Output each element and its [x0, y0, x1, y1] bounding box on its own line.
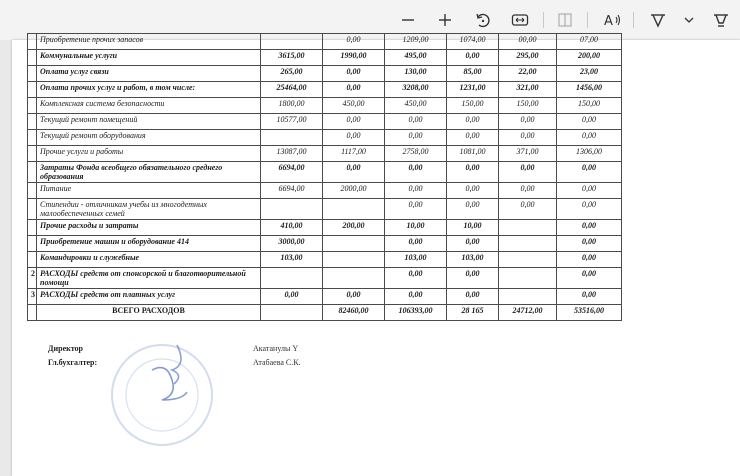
table-row — [28, 289, 622, 305]
row-value: 0,00 — [447, 199, 499, 220]
row-value: 0,00 — [323, 130, 385, 146]
row-value: 6694,00 — [261, 162, 323, 183]
total-value — [261, 305, 323, 321]
row-index — [28, 98, 37, 114]
row-value: 0,00 — [447, 114, 499, 130]
row-value: 6694,00 — [261, 183, 323, 199]
row-index — [28, 236, 37, 252]
row-value — [499, 268, 557, 289]
table-row — [28, 236, 622, 252]
fit-width-button[interactable] — [507, 8, 533, 32]
row-label: Прочие услуги и работы — [37, 146, 261, 162]
table-row — [28, 220, 622, 236]
row-value: 0,00 — [447, 50, 499, 66]
row-value: 0,00 — [499, 162, 557, 183]
row-value: 0,00 — [447, 289, 499, 305]
table-row — [28, 268, 622, 289]
row-value: 0,00 — [557, 236, 622, 252]
row-value — [261, 199, 323, 220]
fit-width-icon — [511, 12, 529, 28]
row-value: 1231,00 — [447, 82, 499, 98]
row-value: 103,00 — [261, 252, 323, 268]
row-value — [261, 34, 323, 50]
row-value: 0,00 — [385, 289, 447, 305]
table-row — [28, 82, 622, 98]
table-row — [28, 199, 622, 220]
document-page — [12, 35, 740, 476]
row-label: РАСХОДЫ средств от спонсорской и благотворительной помощи — [37, 268, 261, 289]
row-value: 00,00 — [499, 34, 557, 50]
row-label: Командировки и служебные — [37, 252, 261, 268]
row-value: 0,00 — [557, 114, 622, 130]
row-index — [28, 50, 37, 66]
row-value — [499, 289, 557, 305]
row-value: 0,00 — [323, 289, 385, 305]
accountant-name: Атабаева С.К. — [253, 358, 301, 367]
highlight-icon — [712, 11, 730, 29]
read-aloud-button[interactable] — [600, 8, 626, 32]
table-row — [28, 146, 622, 162]
row-index — [28, 146, 37, 162]
row-value: 10,00 — [447, 220, 499, 236]
page-view-button[interactable] — [552, 8, 578, 32]
row-value — [323, 199, 385, 220]
row-value: 200,00 — [323, 220, 385, 236]
table-row — [28, 252, 622, 268]
row-index: 2 — [28, 268, 37, 289]
draw-button[interactable] — [645, 8, 671, 32]
row-index — [28, 305, 37, 321]
total-row — [28, 305, 622, 321]
row-value: 0,00 — [385, 199, 447, 220]
row-value: 0,00 — [557, 162, 622, 183]
rotate-button[interactable] — [470, 8, 496, 32]
row-index — [28, 34, 37, 50]
total-value: 82460,00 — [323, 305, 385, 321]
row-value: 0,00 — [499, 114, 557, 130]
row-value: 0,00 — [323, 162, 385, 183]
row-value: 07,00 — [557, 34, 622, 50]
zoom-out-button[interactable] — [395, 8, 421, 32]
row-value: 0,00 — [447, 236, 499, 252]
row-value: 1081,00 — [447, 146, 499, 162]
row-label: Оплата прочих услуг и работ, в том числе: — [37, 82, 261, 98]
row-value: 450,00 — [323, 98, 385, 114]
accountant-label: Гл.бухгалтер: — [48, 358, 98, 367]
row-value: 150,00 — [499, 98, 557, 114]
table-row — [28, 66, 622, 82]
table-row — [28, 50, 622, 66]
page-view-icon — [557, 12, 573, 28]
row-value: 85,00 — [447, 66, 499, 82]
draw-options-button[interactable] — [676, 8, 702, 32]
table-row — [28, 162, 622, 183]
director-name: Акатанулы Ү — [253, 344, 299, 353]
row-value: 0,00 — [447, 183, 499, 199]
row-value: 0,00 — [557, 183, 622, 199]
row-index — [28, 183, 37, 199]
total-value: 106393,00 — [385, 305, 447, 321]
row-value: 3208,00 — [385, 82, 447, 98]
row-value: 0,00 — [499, 130, 557, 146]
table-row — [28, 183, 622, 199]
row-index — [28, 199, 37, 220]
row-value: 0,00 — [557, 252, 622, 268]
row-value: 0,00 — [261, 289, 323, 305]
highlight-button[interactable] — [708, 8, 734, 32]
row-index — [28, 162, 37, 183]
row-value: 0,00 — [385, 268, 447, 289]
row-value — [499, 236, 557, 252]
zoom-in-button[interactable] — [432, 8, 458, 32]
official-stamp — [82, 340, 242, 450]
row-value — [323, 268, 385, 289]
row-value: 321,00 — [499, 82, 557, 98]
row-index — [28, 220, 37, 236]
chevron-down-icon — [683, 14, 695, 26]
row-value: 495,00 — [385, 50, 447, 66]
row-value: 450,00 — [385, 98, 447, 114]
row-value: 0,00 — [385, 162, 447, 183]
row-value: 3615,00 — [261, 50, 323, 66]
row-value: 0,00 — [557, 289, 622, 305]
table-row — [28, 114, 622, 130]
row-label: Прочие расходы и затраты — [37, 220, 261, 236]
row-label: Приобретение машин и оборудование 414 — [37, 236, 261, 252]
row-value: 1074,00 — [447, 34, 499, 50]
row-value: 0,00 — [499, 183, 557, 199]
row-value — [261, 268, 323, 289]
row-index — [28, 114, 37, 130]
row-value: 0,00 — [323, 66, 385, 82]
row-value: 0,00 — [385, 114, 447, 130]
row-value — [499, 220, 557, 236]
rotate-icon — [474, 11, 492, 29]
row-value: 23,00 — [557, 66, 622, 82]
draw-icon — [649, 11, 667, 29]
row-value: 13087,00 — [261, 146, 323, 162]
row-value: 130,00 — [385, 66, 447, 82]
row-value: 0,00 — [447, 268, 499, 289]
row-value: 0,00 — [447, 162, 499, 183]
row-value: 3000,00 — [261, 236, 323, 252]
row-value: 0,00 — [385, 130, 447, 146]
row-value: 2758,00 — [385, 146, 447, 162]
row-value: 0,00 — [557, 130, 622, 146]
row-label: Коммунальные услуги — [37, 50, 261, 66]
row-label: Затраты Фонда всеобщего обязательного среднего образования — [37, 162, 261, 183]
row-value — [499, 252, 557, 268]
row-value: 1117,00 — [323, 146, 385, 162]
row-value: 1800,00 — [261, 98, 323, 114]
row-value: 0,00 — [557, 220, 622, 236]
row-value: 0,00 — [557, 199, 622, 220]
row-value: 1209,00 — [385, 34, 447, 50]
total-label: ВСЕГО РАСХОДОВ — [37, 305, 261, 321]
table-row — [28, 130, 622, 146]
row-value: 0,00 — [323, 82, 385, 98]
row-index — [28, 66, 37, 82]
row-index: 3 — [28, 289, 37, 305]
row-value: 0,00 — [385, 183, 447, 199]
row-value: 410,00 — [261, 220, 323, 236]
row-value: 1306,00 — [557, 146, 622, 162]
row-value: 25464,00 — [261, 82, 323, 98]
row-index — [28, 252, 37, 268]
row-index — [28, 130, 37, 146]
row-value: 295,00 — [499, 50, 557, 66]
row-value: 0,00 — [557, 268, 622, 289]
row-value: 22,00 — [499, 66, 557, 82]
row-value: 150,00 — [447, 98, 499, 114]
row-label: Оплата услуг связи — [37, 66, 261, 82]
director-label: Директор — [48, 344, 83, 353]
row-value — [261, 130, 323, 146]
row-value — [323, 252, 385, 268]
row-value — [323, 236, 385, 252]
expense-table — [27, 33, 622, 321]
total-value: 53516,00 — [557, 305, 622, 321]
row-value: 0,00 — [323, 114, 385, 130]
row-label: Текущий ремонт помещений — [37, 114, 261, 130]
row-value: 1990,00 — [323, 50, 385, 66]
row-value: 10,00 — [385, 220, 447, 236]
row-value: 200,00 — [557, 50, 622, 66]
row-label: Приобретение прочих запасов — [37, 34, 261, 50]
row-label: Стипендии - отличникам учебы из многодетных малообеспеченных семей — [37, 199, 261, 220]
plus-icon — [437, 12, 453, 28]
row-value: 0,00 — [499, 199, 557, 220]
svg-text:A: A — [604, 14, 613, 29]
row-label: РАСХОДЫ средств от платных услуг — [37, 289, 261, 305]
row-value: 103,00 — [447, 252, 499, 268]
table-row — [28, 34, 622, 50]
row-value: 10577,00 — [261, 114, 323, 130]
row-value: 0,00 — [323, 34, 385, 50]
row-index — [28, 82, 37, 98]
read-aloud-icon — [603, 12, 623, 28]
row-value: 0,00 — [385, 236, 447, 252]
minus-icon — [400, 12, 416, 28]
row-label: Комплексная система безопасности — [37, 98, 261, 114]
row-label: Текущий ремонт оборудования — [37, 130, 261, 146]
row-value: 371,00 — [499, 146, 557, 162]
row-value: 2000,00 — [323, 183, 385, 199]
total-value: 24712,00 — [499, 305, 557, 321]
row-value: 103,00 — [385, 252, 447, 268]
row-value: 1456,00 — [557, 82, 622, 98]
total-value: 28 165 — [447, 305, 499, 321]
row-value: 150,00 — [557, 98, 622, 114]
table-row — [28, 98, 622, 114]
row-label: Питание — [37, 183, 261, 199]
row-value: 265,00 — [261, 66, 323, 82]
row-value: 0,00 — [447, 130, 499, 146]
